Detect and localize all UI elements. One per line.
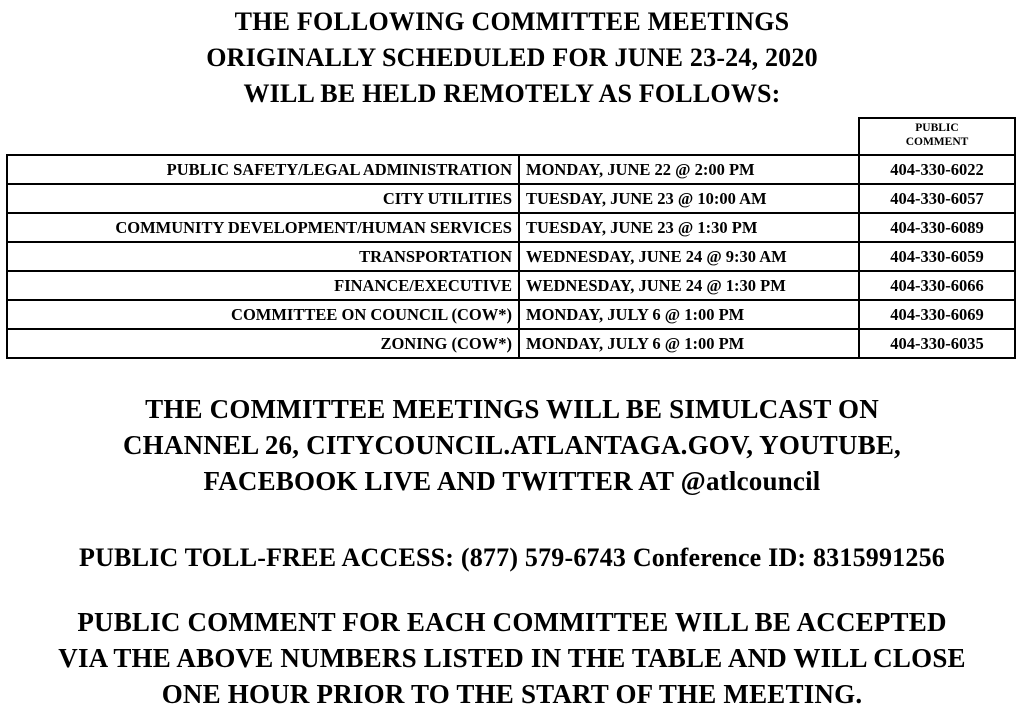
simulcast-notice bbox=[0, 391, 1024, 499]
title-line-3: WILL BE HELD REMOTELY AS FOLLOWS: bbox=[243, 79, 781, 108]
meeting-schedule-table bbox=[6, 117, 1016, 359]
public-comment-line-2: VIA THE ABOVE NUMBERS LISTED IN THE TABLE AND WILL CLOSE bbox=[58, 643, 966, 673]
table-row bbox=[7, 213, 1015, 242]
table-row bbox=[7, 300, 1015, 329]
table-row bbox=[7, 271, 1015, 300]
simulcast-line-2: CHANNEL 26, CITYCOUNCIL.ATLANTAGA.GOV, YOUTUBE, bbox=[122, 430, 901, 460]
notice-title bbox=[0, 4, 1024, 112]
meeting-datetime: TUESDAY, JUNE 23 @ 10:00 AM bbox=[519, 184, 859, 213]
header-spacer-committee bbox=[7, 118, 519, 155]
public-comment-line-3: ONE HOUR PRIOR TO THE START OF THE MEETING. bbox=[161, 679, 863, 709]
table-row bbox=[7, 242, 1015, 271]
committee-name: FINANCE/EXECUTIVE bbox=[7, 271, 519, 300]
meeting-datetime: WEDNESDAY, JUNE 24 @ 1:30 PM bbox=[519, 271, 859, 300]
committee-name: TRANSPORTATION bbox=[7, 242, 519, 271]
title-line-1: THE FOLLOWING COMMITTEE MEETINGS bbox=[234, 7, 790, 36]
public-comment-phone: 404-330-6035 bbox=[859, 329, 1015, 358]
meeting-datetime: TUESDAY, JUNE 23 @ 1:30 PM bbox=[519, 213, 859, 242]
public-comment-notice bbox=[0, 604, 1024, 712]
public-comment-phone: 404-330-6066 bbox=[859, 271, 1015, 300]
public-comment-phone: 404-330-6057 bbox=[859, 184, 1015, 213]
toll-free-access bbox=[0, 540, 1024, 576]
simulcast-line-1: THE COMMITTEE MEETINGS WILL BE SIMULCAST ON bbox=[145, 394, 879, 424]
meeting-datetime: MONDAY, JULY 6 @ 1:00 PM bbox=[519, 329, 859, 358]
public-comment-line-1: PUBLIC COMMENT FOR EACH COMMITTEE WILL BE ACCEPTED bbox=[77, 607, 947, 637]
committee-name: COMMUNITY DEVELOPMENT/HUMAN SERVICES bbox=[7, 213, 519, 242]
public-comment-phone: 404-330-6089 bbox=[859, 213, 1015, 242]
meeting-datetime: MONDAY, JUNE 22 @ 2:00 PM bbox=[519, 155, 859, 184]
meeting-datetime: WEDNESDAY, JUNE 24 @ 9:30 AM bbox=[519, 242, 859, 271]
table-header-row bbox=[7, 118, 1015, 155]
table-row bbox=[7, 329, 1015, 358]
table-row bbox=[7, 155, 1015, 184]
meeting-datetime: MONDAY, JULY 6 @ 1:00 PM bbox=[519, 300, 859, 329]
public-comment-phone: 404-330-6059 bbox=[859, 242, 1015, 271]
public-comment-header-line-2: COMMENT bbox=[905, 136, 969, 148]
toll-free-line: PUBLIC TOLL-FREE ACCESS: (877) 579-6743 Conference ID: 8315991256 bbox=[79, 543, 945, 572]
header-spacer-schedule bbox=[519, 118, 859, 155]
title-line-2: ORIGINALLY SCHEDULED FOR JUNE 23-24, 2020 bbox=[206, 43, 818, 72]
table-row bbox=[7, 184, 1015, 213]
public-comment-header bbox=[859, 118, 1015, 155]
committee-name: ZONING (COW*) bbox=[7, 329, 519, 358]
committee-name: COMMITTEE ON COUNCIL (COW*) bbox=[7, 300, 519, 329]
public-comment-phone: 404-330-6022 bbox=[859, 155, 1015, 184]
committee-name: PUBLIC SAFETY/LEGAL ADMINISTRATION bbox=[7, 155, 519, 184]
simulcast-line-3: FACEBOOK LIVE AND TWITTER AT @atlcouncil bbox=[203, 466, 821, 496]
public-comment-phone: 404-330-6069 bbox=[859, 300, 1015, 329]
public-comment-header-line-1: PUBLIC bbox=[915, 122, 959, 134]
committee-name: CITY UTILITIES bbox=[7, 184, 519, 213]
